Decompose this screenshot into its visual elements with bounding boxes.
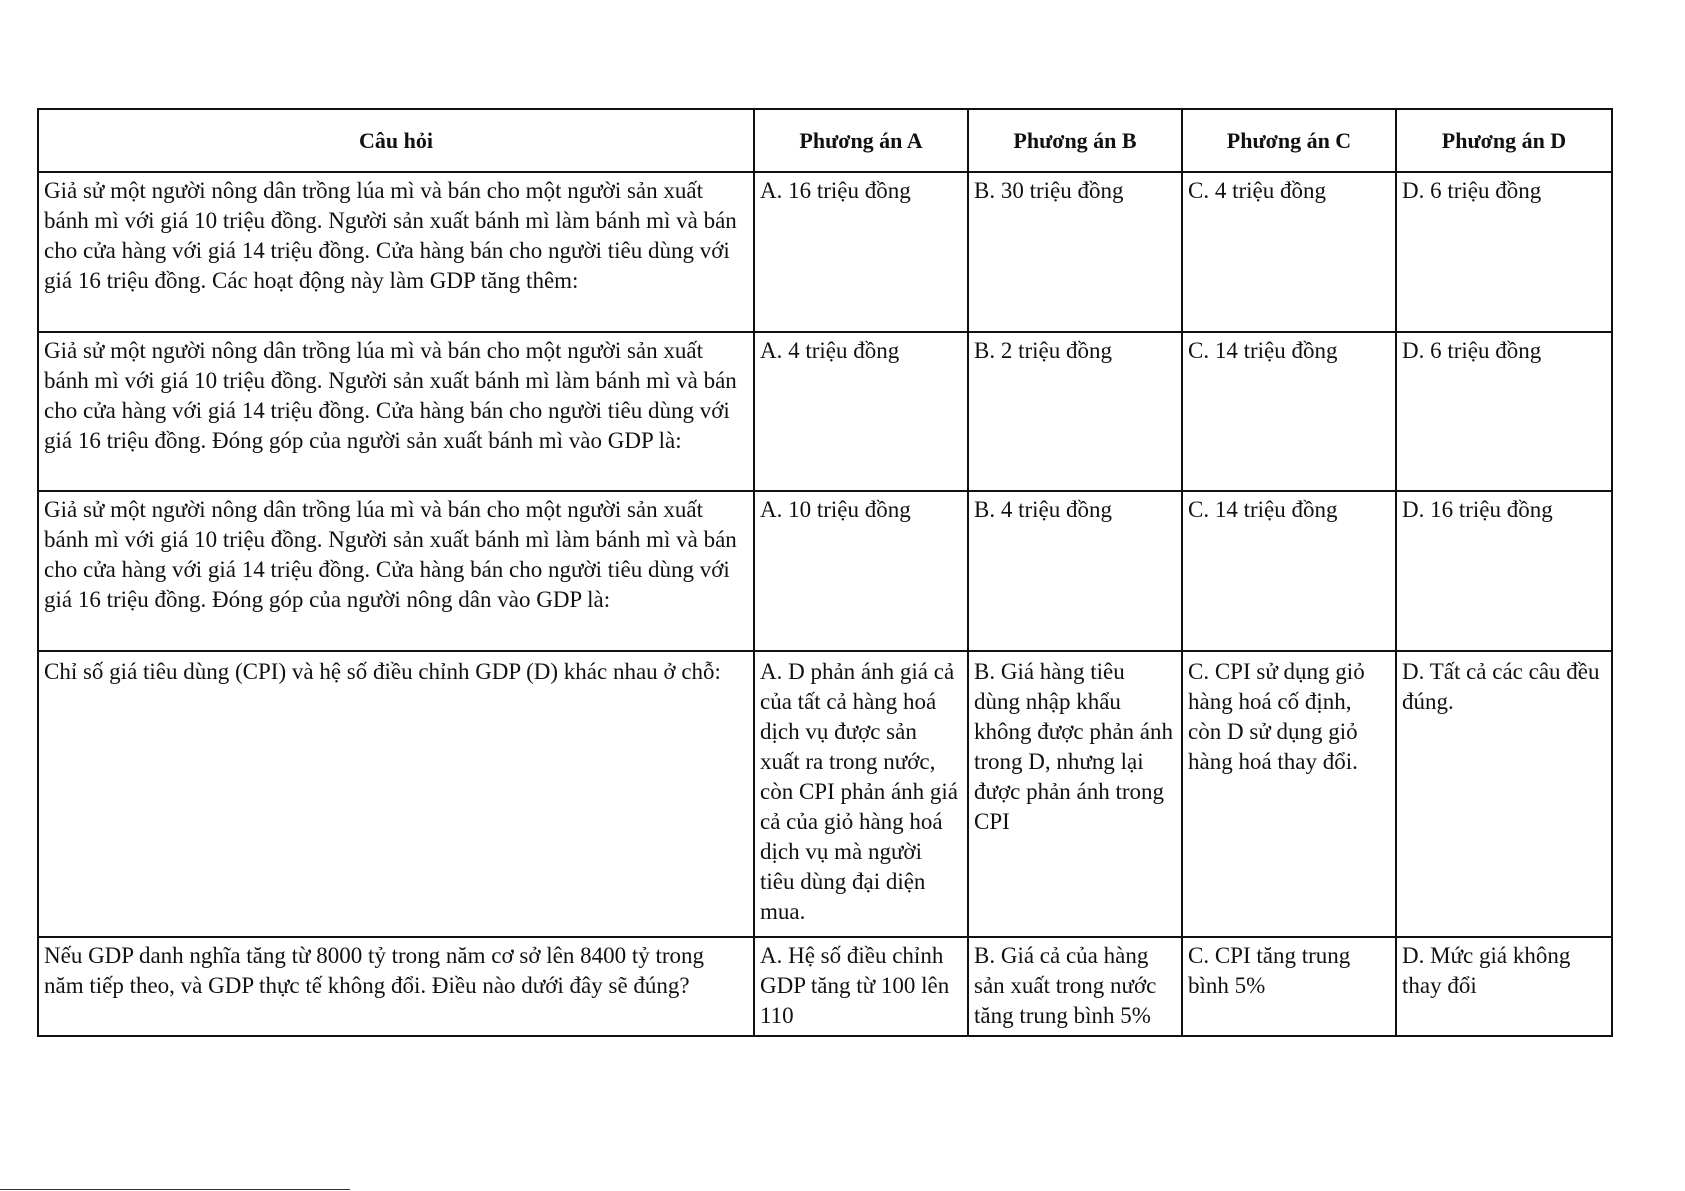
- question-cell: Giả sử một người nông dân trồng lúa mì và bán cho một người sản xuất bánh mì với giá 10 triệu đồng. Người sản xuất bánh mì làm bánh mì và bán cho cửa hàng với giá 14 triệu đồng. Cửa hàng bán cho người tiêu dùng với giá 16 triệu đồng. Đóng góp của người sản xuất bánh mì vào GDP là:: [38, 332, 754, 491]
- option-a-cell: A. 16 triệu đồng: [754, 172, 968, 332]
- quiz-sheet: [37, 108, 1611, 1037]
- option-b-cell: B. 30 triệu đồng: [968, 172, 1182, 332]
- option-a-cell: A. Hệ số điều chỉnh GDP tăng từ 100 lên 110: [754, 937, 968, 1036]
- option-b-cell: B. 4 triệu đồng: [968, 491, 1182, 651]
- option-a-cell: A. D phản ánh giá cả của tất cả hàng hoá dịch vụ được sản xuất ra trong nước, còn CPI phản ánh giá cả của giỏ hàng hoá dịch vụ mà người tiêu dùng đại diện mua.: [754, 651, 968, 937]
- table-row: [38, 651, 1612, 937]
- header-row: [38, 109, 1612, 172]
- header-question: Câu hỏi: [38, 109, 754, 172]
- option-c-cell: C. 14 triệu đồng: [1182, 332, 1396, 491]
- option-c-cell: C. 4 triệu đồng: [1182, 172, 1396, 332]
- option-a-cell: A. 4 triệu đồng: [754, 332, 968, 491]
- footnote-rule: [0, 1189, 350, 1190]
- header-option-a: Phương án A: [754, 109, 968, 172]
- question-cell: Giả sử một người nông dân trồng lúa mì và bán cho một người sản xuất bánh mì với giá 10 triệu đồng. Người sản xuất bánh mì làm bánh mì và bán cho cửa hàng với giá 14 triệu đồng. Cửa hàng bán cho người tiêu dùng với giá 16 triệu đồng. Đóng góp của người nông dân vào GDP là:: [38, 491, 754, 651]
- header-option-b: Phương án B: [968, 109, 1182, 172]
- option-b-cell: B. 2 triệu đồng: [968, 332, 1182, 491]
- header-option-d: Phương án D: [1396, 109, 1612, 172]
- table-row: [38, 332, 1612, 491]
- option-d-cell: D. 6 triệu đồng: [1396, 332, 1612, 491]
- option-c-cell: C. 14 triệu đồng: [1182, 491, 1396, 651]
- question-cell: Nếu GDP danh nghĩa tăng từ 8000 tỷ trong năm cơ sở lên 8400 tỷ trong năm tiếp theo, và GDP thực tế không đổi. Điều nào dưới đây sẽ đúng?: [38, 937, 754, 1036]
- option-d-cell: D. Mức giá không thay đổi: [1396, 937, 1612, 1036]
- header-option-c: Phương án C: [1182, 109, 1396, 172]
- question-cell: Giả sử một người nông dân trồng lúa mì và bán cho một người sản xuất bánh mì với giá 10 triệu đồng. Người sản xuất bánh mì làm bánh mì và bán cho cửa hàng với giá 14 triệu đồng. Cửa hàng bán cho người tiêu dùng với giá 16 triệu đồng. Các hoạt động này làm GDP tăng thêm:: [38, 172, 754, 332]
- table-row: [38, 172, 1612, 332]
- table-row: [38, 491, 1612, 651]
- option-b-cell: B. Giá cả của hàng sản xuất trong nước tăng trung bình 5%: [968, 937, 1182, 1036]
- option-d-cell: D. 6 triệu đồng: [1396, 172, 1612, 332]
- table-row: [38, 937, 1612, 1036]
- quiz-table: [37, 108, 1613, 1037]
- option-c-cell: C. CPI sử dụng giỏ hàng hoá cố định, còn D sử dụng giỏ hàng hoá thay đổi.: [1182, 651, 1396, 937]
- option-c-cell: C. CPI tăng trung bình 5%: [1182, 937, 1396, 1036]
- option-b-cell: B. Giá hàng tiêu dùng nhập khẩu không được phản ánh trong D, nhưng lại được phản ánh trong CPI: [968, 651, 1182, 937]
- option-d-cell: D. 16 triệu đồng: [1396, 491, 1612, 651]
- question-cell: Chỉ số giá tiêu dùng (CPI) và hệ số điều chỉnh GDP (D) khác nhau ở chỗ:: [38, 651, 754, 937]
- option-a-cell: A. 10 triệu đồng: [754, 491, 968, 651]
- option-d-cell: D. Tất cả các câu đều đúng.: [1396, 651, 1612, 937]
